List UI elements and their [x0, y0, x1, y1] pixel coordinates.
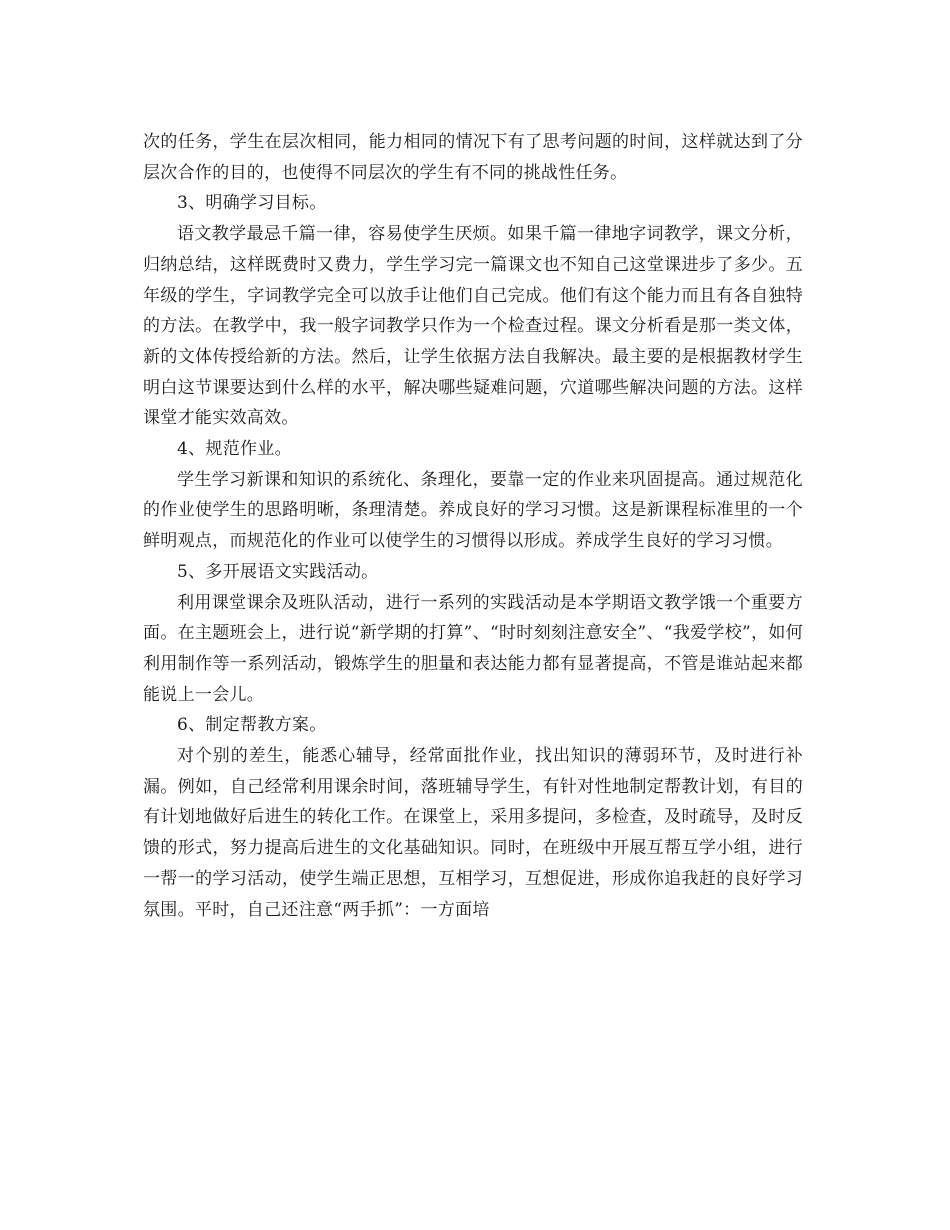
paragraph-learning-goals: 语文教学最忌千篇一律，容易使学生厌烦。如果千篇一律地字词教学，课文分析，归纳总结，这样既费时又费力，学生学习完一篇课文也不知自己这堂课进步了多少。五年级的学生，字词教学完全可以放手让他们自己完成。他们有这个能力而且有各自独特的方法。在教学中，我一般字词教学只作为一个检查过程。课文分析看是那一类文体，新的文体传授给新的方法。然后，让学生依据方法自我解决。最主要的是根据教材学生明白这节课要达到什么样的水平，解决哪些疑难问题，穴道哪些解决问题的方法。这样课堂才能实效高效。 — [143, 224, 803, 429]
section-heading-3: 3、明确学习目标。 — [177, 193, 327, 214]
paragraph-homework: 学生学习新课和知识的系统化、条理化，要靠一定的作业来巩固提高。通过规范化的作业使学生的思路明晰，条理清楚。养成良好的学习习惯。这是新课程标准里的一个鲜明观点，而规范化的作业可以使学生的习惯得以形成。养成学生良好的学习习惯。 — [143, 469, 803, 552]
paragraph-activities: 利用课堂课余及班队活动，进行一系列的实践活动是本学期语文教学饿一个重要方面。在主题班会上，进行说“新学期的打算”、“时时刻刻注意安全”、“我爱学校”，如何利用制作等一系列活动，锻炼学生的胆量和表达能力都有显著提高，不管是谁站起来都能说上一会儿。 — [143, 592, 803, 705]
paragraph-tutoring: 对个别的差生，能悉心辅导，经常面批作业，找出知识的薄弱环节，及时进行补漏。例如，自己经常利用课余时间，落班辅导学生，有针对性地制定帮教计划，有目的有计划地做好后进生的转化工作。在课堂上，采用多提问，多检查，及时疏导，及时反馈的形式，努力提高后进生的文化基础知识。同时，在班级中开展互帮互学小组，进行一帮一的学习活动，使学生端正思想，互相学习，互想促进，形成你追我赶的良好学习氛围。平时，自己还注意“两手抓”：一方面培 — [143, 746, 803, 920]
section-heading-6: 6、制定帮教方案。 — [177, 715, 327, 736]
paragraph-continuation: 次的任务，学生在层次相同，能力相同的情况下有了思考问题的时间，这样就达到了分层次合作的目的，也使得不同层次的学生有不同的挑战性任务。 — [143, 132, 803, 183]
document-body — [143, 127, 803, 925]
section-heading-5: 5、多开展语文实践活动。 — [177, 561, 379, 582]
section-heading-4: 4、规范作业。 — [177, 439, 292, 460]
